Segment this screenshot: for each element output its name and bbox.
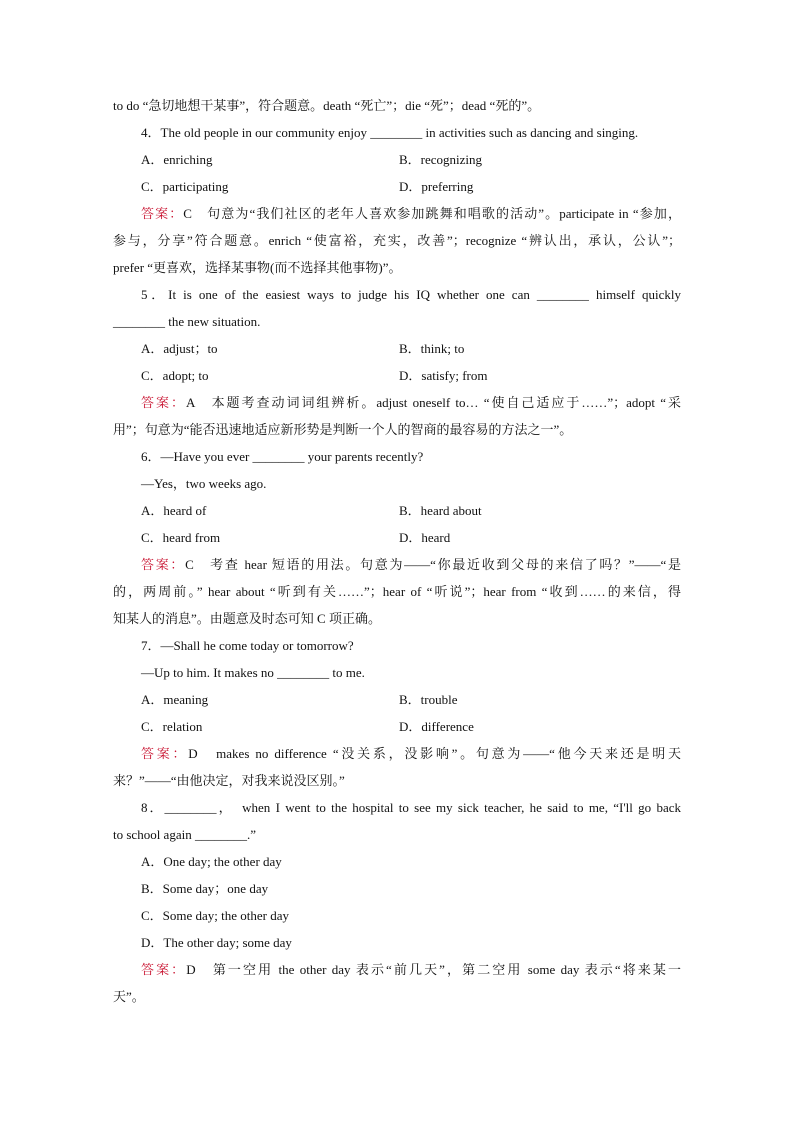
question-8-answer-line-1 [113,956,681,983]
answer-label: 答案： [141,206,184,221]
question-7-answer-text: D makes no difference “没关系，没影响”。句意为——“他今天来还是明天 [188,746,681,761]
question-5-answer-text: A 本题考查动词词组辨析。adjust oneself to… “使自己适应于……”；adopt “采 [185,395,681,410]
question-4-options-row-1 [113,146,681,173]
question-5-option-d: D．satisfy; from [399,368,488,383]
question-5-stem-line-2: ________ the new situation. [113,314,261,329]
question-6-answer-line-2: 的，两周前。” hear about “听到有关……”；hear of “听说”；hear from “收到……的来信，得 [113,584,681,599]
question-7-option-c: C．relation [141,719,203,734]
question-4-option-d: D．preferring [399,179,474,194]
question-4-option-a: A．enriching [141,152,213,167]
question-6-answer-line-1 [113,551,681,578]
question-4-options-row-2 [113,173,681,200]
question-8-stem-line-1: 8．________， when I went to the hospital to see my sick teacher, he said to me, “I'll go back [141,800,681,815]
question-5-answer-line-1 [113,389,681,416]
answer-label: 答案： [141,557,186,572]
question-8-option-d: D．The other day; some day [141,935,292,950]
question-6-answer-text: C 考查 hear 短语的用法。句意为——“你最近收到父母的来信了吗？”——“是 [185,557,681,572]
question-5-option-c: C．adopt; to [141,368,209,383]
question-4-answer-line-2: 参与，分享”符合题意。enrich “使富裕，充实，改善”；recognize “辨认出，承认，公认”； [113,233,681,248]
question-5-stem-line-1: 5．It is one of the easiest ways to judge his IQ whether one can ________ himself quickly [141,287,681,302]
question-7-stem-line-1: 7．—Shall he come today or tomorrow? [141,638,354,653]
question-4-answer-text: C 句意为“我们社区的老年人喜欢参加跳舞和唱歌的活动”。participate in “参加， [183,206,681,221]
question-6-option-d: D．heard [399,530,451,545]
question-8-answer-line-2: 天”。 [113,989,145,1004]
question-6-option-a: A．heard of [141,503,207,518]
answer-label: 答案： [141,746,189,761]
question-5-option-b: B．think; to [399,341,465,356]
question-4-stem: 4．The old people in our community enjoy ________ in activities such as dancing and singing. [141,125,639,140]
question-8-stem-line-2: to school again ________.” [113,827,256,842]
question-4-option-b: B．recognizing [399,152,483,167]
question-7-option-d: D．difference [399,719,474,734]
question-6-options-row-1 [113,497,681,524]
question-4-answer-line-3: prefer “更喜欢，选择某事物(而不选择其他事物)”。 [113,260,402,275]
answer-label: 答案： [141,962,187,977]
question-7-options-row-2 [113,713,681,740]
question-7-option-a: A．meaning [141,692,209,707]
question-6-option-c: C．heard from [141,530,221,545]
question-6-stem-line-1: 6．—Have you ever ________ your parents recently? [141,449,424,464]
question-5-answer-line-2: 用”；句意为“能否迅速地适应新形势是判断一个人的智商的最容易的方法之一”。 [113,422,573,437]
question-6-option-b: B．heard about [399,503,482,518]
question-8-answer-text: D 第一空用 the other day 表示“前几天”，第二空用 some day 表示“将来某一 [186,962,681,977]
question-7-stem-line-2: —Up to him. It makes no ________ to me. [141,665,365,680]
question-4-option-c: C．participating [141,179,229,194]
question-7-answer-line-1 [113,740,681,767]
question-8-option-b: B．Some day；one day [141,881,269,896]
question-6-options-row-2 [113,524,681,551]
question-5-option-a: A．adjust；to [141,341,218,356]
document-page [113,92,681,1010]
question-5-options-row-2 [113,362,681,389]
question-7-options-row-1 [113,686,681,713]
question-7-answer-line-2: 来？”——“由他决定，对我来说没区别。” [113,773,345,788]
question-8-option-c: C．Some day; the other day [141,908,290,923]
question-6-stem-line-2: —Yes，two weeks ago. [141,476,267,491]
question-7-option-b: B．trouble [399,692,458,707]
answer-label: 答案： [141,395,186,410]
question-4-answer-line-1 [113,200,681,227]
question-6-answer-line-3: 知某人的消息”。由题意及时态可知 C 项正确。 [113,611,381,626]
question-8-option-a: A．One day; the other day [141,854,282,869]
intro-line: to do “急切地想干某事”，符合题意。death “死亡”；die “死”；dead “死的”。 [113,98,541,113]
question-5-options-row-1 [113,335,681,362]
